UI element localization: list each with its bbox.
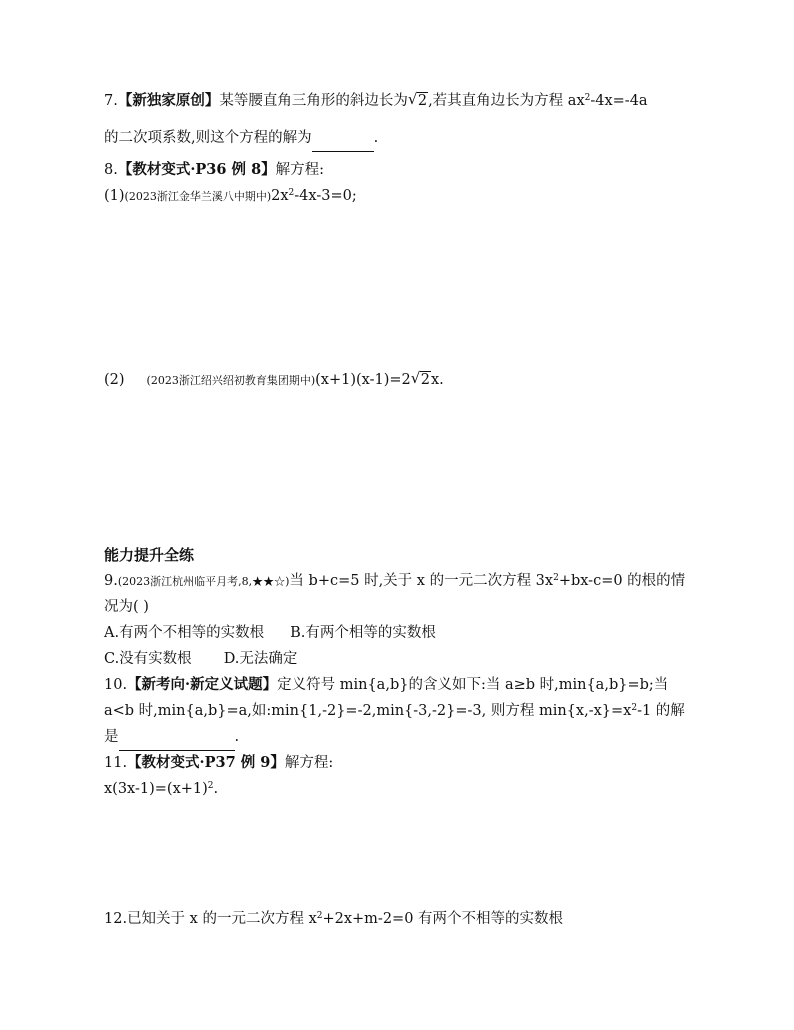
q10-tag: 【新考向·新定义试题】	[127, 676, 278, 693]
q10-number: 10.	[104, 677, 128, 693]
q7-line2-end: .	[373, 130, 379, 146]
sqrt-symbol: √	[407, 90, 418, 108]
q7-line2	[104, 127, 378, 152]
q12-exponent: 2	[316, 911, 323, 921]
q10-line2	[104, 700, 685, 722]
q10-line2-text: a<b 时,min{a,b}=a,如:min{1,-2}=-2,min{-3,-2}=-3, 则方程 min{x,-x}=x	[104, 703, 632, 719]
q9-options-row2	[104, 648, 297, 670]
q12-text-a: 已知关于 x 的一元二次方程 x	[127, 911, 317, 927]
q8-text: 解方程:	[275, 162, 325, 178]
q10-line3-text: 是	[104, 729, 119, 745]
q9-text-a: 当 b+c=5 时,关于 x 的一元二次方程 3x	[289, 573, 554, 589]
q10-answer-blank[interactable]	[119, 728, 235, 751]
q9-option-d[interactable]: D.无法确定	[223, 651, 298, 667]
q9-source: (2023浙江杭州临平月考,8,★★☆)	[117, 575, 290, 588]
q12-number: 12.	[104, 911, 128, 927]
q8-p1-source: (2023浙江金华兰溪八中期中)	[124, 190, 272, 203]
q9-number: 9.	[104, 573, 118, 589]
q9-exponent: 2	[553, 573, 559, 583]
q8-part2	[104, 369, 444, 392]
q9-options-row1	[104, 622, 436, 644]
q11-exponent: 2	[207, 781, 214, 791]
q9-option-a[interactable]: A.有两个不相等的实数根	[104, 625, 265, 641]
q7-line1	[104, 90, 648, 112]
q9-text-b: +bx-c=0 的根的情	[558, 573, 686, 589]
q8-number: 8.	[104, 162, 118, 178]
q9-line1	[104, 570, 685, 593]
q11-tag: 【教材变式·P37 例 9】	[127, 754, 285, 771]
q7-exponent: 2	[584, 93, 591, 103]
q10-line1-text: 定义符号 min{a,b}的含义如下:当 a≥b 时,min{a,b}=b;当	[277, 677, 669, 693]
q8-p1-eq-a: 2x	[271, 188, 289, 204]
q8-p2-sqrt-radicand: 2	[420, 372, 430, 388]
q7-tag: 【新独家原创】	[117, 92, 220, 109]
q8-p1-eq-b: -4x-3=0;	[294, 188, 357, 204]
q7-sqrt	[408, 90, 428, 112]
q7-text-a: 某等腰直角三角形的斜边长为	[219, 93, 408, 109]
q7-text-b: ,若其直角边长为方程 ax	[428, 93, 585, 109]
q10-line3	[104, 726, 239, 751]
sqrt-symbol: √	[410, 369, 421, 387]
q8-p2-label: (2)	[104, 372, 125, 388]
q8-p2-eq-b: x.	[430, 372, 444, 388]
q7-sqrt-radicand: 2	[417, 93, 428, 109]
q8-p2-source: (2023浙江绍兴绍初教育集团期中)	[146, 374, 316, 387]
q10-line3-end: .	[234, 729, 240, 745]
q11-eq-end: .	[213, 781, 219, 797]
q8-p1-label: (1)	[104, 188, 125, 204]
q7-answer-blank[interactable]	[312, 129, 374, 152]
q12-text-b: +2x+m-2=0 有两个不相等的实数根	[322, 911, 564, 927]
q11-header	[104, 752, 333, 774]
q7-text-c: -4x=-4a	[590, 93, 648, 109]
q8-header	[104, 159, 324, 181]
q10-line1	[104, 674, 668, 696]
q10-exponent: 2	[631, 703, 638, 713]
q8-p2-sqrt	[411, 369, 431, 391]
q8-part1	[104, 185, 357, 208]
q8-p2-eq-a: (x+1)(x-1)=2	[315, 372, 411, 388]
q7-line2-text: 的二次项系数,则这个方程的解为	[104, 130, 312, 146]
q11-text: 解方程:	[284, 755, 334, 771]
q7-number: 7.	[104, 93, 118, 109]
q8-tag: 【教材变式·P36 例 8】	[117, 161, 276, 178]
q8-p1-exponent: 2	[288, 188, 295, 198]
q9-line2: 况为( )	[104, 599, 149, 615]
q10-line2-end: -1 的解	[637, 703, 685, 719]
q11-eq-a: x(3x-1)=(x+1)	[104, 781, 208, 797]
q12-line1	[104, 908, 563, 930]
q9-option-c[interactable]: C.没有实数根	[104, 651, 192, 667]
q9-option-b[interactable]: B.有两个相等的实数根	[290, 625, 436, 641]
section-title: 能力提升全练	[104, 546, 195, 564]
q11-number: 11.	[104, 755, 128, 771]
q11-equation	[104, 778, 218, 800]
